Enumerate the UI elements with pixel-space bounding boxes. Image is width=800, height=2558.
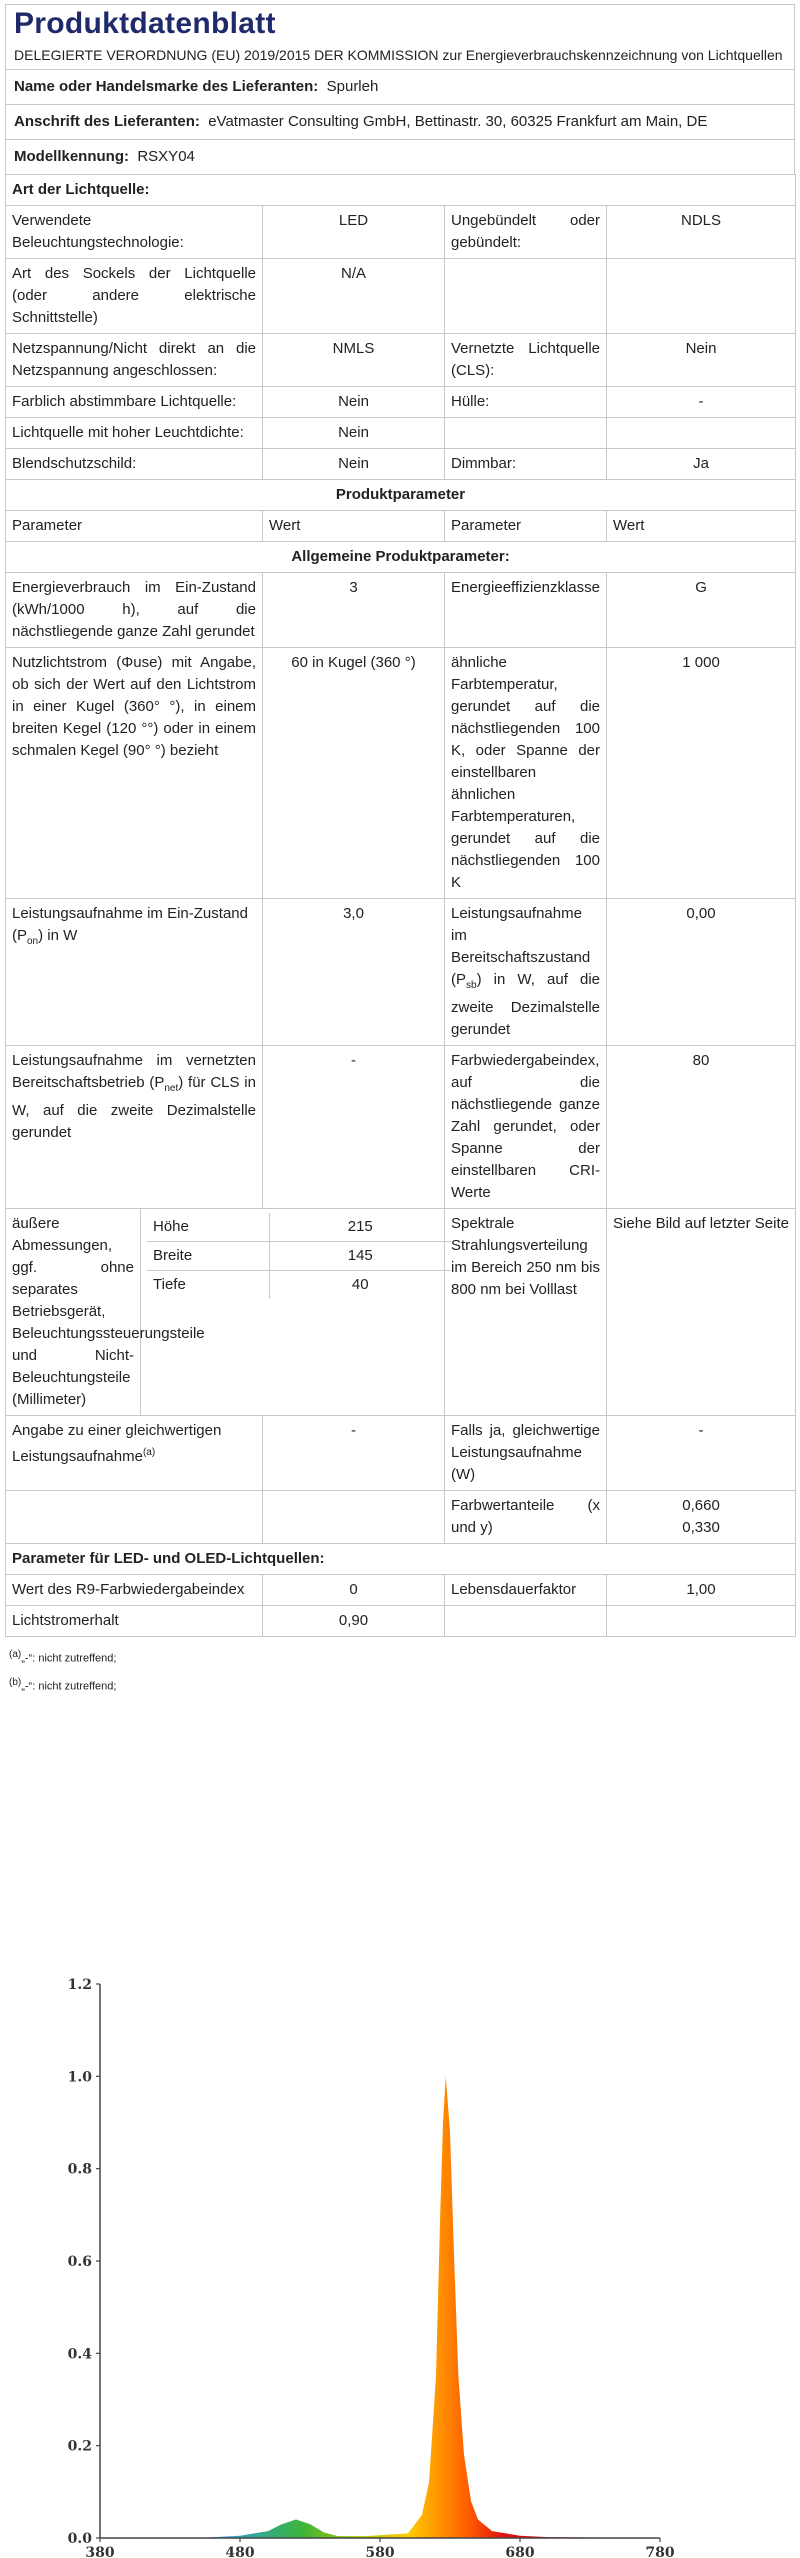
networked-standby-label: Leistungsaufnahme im vernetzten Bereitschaftsbetrieb $(P_{net})$ für CLS in W, auf die zweite Dezimalstelle gerundet: [6, 1046, 263, 1209]
light-source-heading: Art der Lichtquelle:: [6, 175, 796, 206]
supplier-address-label: Anschrift des Lieferanten:: [14, 113, 200, 130]
table-row: [6, 259, 796, 334]
column-header-parameter: Parameter: [6, 511, 263, 542]
column-header-parameter: Parameter: [445, 511, 607, 542]
mains-label: Netzspannung/Nicht direkt an die Netzspannung angeschlossen:: [6, 334, 263, 387]
table-row: [6, 206, 796, 259]
energy-class-label: Energieeffizienzklasse: [445, 573, 607, 648]
empty-cell: [607, 1606, 796, 1637]
energy-class-value: G: [607, 573, 796, 648]
networked-standby-value: -: [263, 1046, 445, 1209]
spectral-distribution-value: Siehe Bild auf letzter Seite: [607, 1209, 796, 1416]
width-label: Breite: [147, 1242, 269, 1271]
cls-label: Vernetzte Lichtquelle (CLS):: [445, 334, 607, 387]
header: [5, 4, 795, 69]
cct-value: 1 000: [607, 648, 796, 899]
technology-label: Verwendete Beleuchtungstechnologie:: [6, 206, 263, 259]
light-source-heading-row: [6, 175, 796, 206]
general-params-heading-row: [6, 542, 796, 573]
supplier-address-value: eVatmaster Consulting GmbH, Bettinastr. 30, 60325 Frankfurt am Main, DE: [208, 113, 708, 130]
dimension-row: [147, 1213, 451, 1242]
lumen-maintenance-label: Lichtstromerhalt: [6, 1606, 263, 1637]
spectrum-chart: [0, 1960, 800, 2558]
survival-factor-label: Lebensdauerfaktor: [445, 1575, 607, 1606]
supplier-name-label: Name oder Handelsmarke des Lieferanten:: [14, 78, 319, 95]
model-label: Modellkennung:: [14, 148, 129, 165]
product-params-heading-row: [6, 480, 796, 511]
empty-cell: [445, 259, 607, 334]
depth-value: 40: [269, 1271, 451, 1300]
table-row: [6, 334, 796, 387]
table-row: [6, 648, 796, 899]
table-row: [6, 449, 796, 480]
glare-shield-value: Nein: [263, 449, 445, 480]
equivalent-power-value: -: [263, 1416, 445, 1491]
y-tick-label: 0.8: [67, 2161, 92, 2178]
dimmable-label: Dimmbar:: [445, 449, 607, 480]
table-row: [6, 387, 796, 418]
spectrum-curve: [100, 2076, 660, 2538]
dimensions-table: [147, 1213, 451, 1299]
x-tick-label: 580: [365, 2545, 395, 2558]
technology-value: LED: [263, 206, 445, 259]
spectral-distribution-label: Spektrale Strahlungsverteilung im Bereich 250 nm bis 800 nm bei Volllast: [445, 1209, 607, 1416]
product-params-heading: Produktparameter: [6, 480, 796, 511]
lumen-maintenance-value: 0,90: [263, 1606, 445, 1637]
footnote: $^{(a)}$„-“: nicht zutreffend;: [9, 1649, 117, 1665]
standby-power-value: 0,00: [607, 899, 796, 1046]
standby-power-label: Leistungsaufnahme im Bereitschaftszustand $(P_{sb})$ in W, auf die zweite Dezimalstelle gerundet: [445, 899, 607, 1046]
height-label: Höhe: [147, 1213, 269, 1242]
table-row: [6, 1606, 796, 1637]
y-tick-label: 0.6: [67, 2254, 92, 2270]
chromaticity-label: Farbwertanteile (x und y): [445, 1491, 607, 1544]
chromaticity-y: 0,330: [682, 1519, 720, 1536]
product-data-sheet: [5, 4, 795, 1698]
table-row: [6, 1575, 796, 1606]
table-row: [6, 1209, 796, 1416]
empty-cell: [445, 1606, 607, 1637]
r9-label: Wert des R9-Farbwiedergabeindex: [6, 1575, 263, 1606]
cls-value: Nein: [607, 334, 796, 387]
high-luminance-label: Lichtquelle mit hoher Leuchtdichte:: [6, 418, 263, 449]
cct-label: ähnliche Farbtemperatur, gerundet auf die nächstliegenden 100 K, oder Spanne der einstellbaren ähnlichen Farbtemperaturen, gerundet auf die nächstliegenden 100 K: [445, 648, 607, 899]
led-params-heading-row: [6, 1544, 796, 1575]
table-row: [6, 1046, 796, 1209]
dimensions-cell: [141, 1209, 445, 1416]
equivalent-power-watts-value: -: [607, 1416, 796, 1491]
supplier-name-value: Spurleh: [326, 78, 379, 95]
high-luminance-value: Nein: [263, 418, 445, 449]
table-row: [6, 1416, 796, 1491]
y-tick-label: 1.0: [67, 2069, 92, 2086]
regulation-subtitle: DELEGIERTE VERORDNUNG (EU) 2019/2015 DER KOMMISSION zur Energieverbrauchskennzeichnung von Lichtquellen: [14, 47, 783, 63]
table-row: [6, 1491, 796, 1544]
directional-value: NDLS: [607, 206, 796, 259]
on-mode-power-label: Leistungsaufnahme im Ein-Zustand $(P_{on})$ in W: [6, 899, 263, 1046]
energy-consumption-label: Energieverbrauch im Ein-Zustand (kWh/1000 h), auf die nächstliegende ganze Zahl gerundet: [6, 573, 263, 648]
width-value: 145: [269, 1242, 451, 1271]
x-tick-label: 780: [645, 2545, 675, 2558]
supplier-name-row: [5, 69, 795, 104]
page-title: Produktdatenblatt: [14, 7, 276, 40]
directional-label: Ungebündelt oder gebündelt:: [445, 206, 607, 259]
cap-type-label: Art des Sockels der Lichtquelle (oder andere elektrische Schnittstelle): [6, 259, 263, 334]
column-header-value: Wert: [263, 511, 445, 542]
dimensions-label: äußere Abmessungen, ggf. ohne separates Betriebsgerät, Beleuchtungssteuerungsteile und Nicht-Beleuchtungsteile (Millimeter): [6, 1209, 141, 1416]
dimension-row: [147, 1271, 451, 1300]
model-row: [5, 139, 795, 174]
table-row: [6, 418, 796, 449]
footnotes: [5, 1643, 795, 1698]
empty-cell: [445, 418, 607, 449]
on-mode-power-value: 3,0: [263, 899, 445, 1046]
empty-cell: [607, 418, 796, 449]
y-tick-label: 0.2: [67, 2438, 92, 2455]
general-params-heading: Allgemeine Produktparameter:: [6, 542, 796, 573]
column-header-row: [6, 511, 796, 542]
luminous-flux-value: 60 in Kugel (360 °): [263, 648, 445, 899]
mains-value: NMLS: [263, 334, 445, 387]
luminous-flux-label: Nutzlichtstrom (Φuse) mit Angabe, ob sich der Wert auf den Lichtstrom in einer Kugel (360° °), in einem breiten Kegel (120 °°) oder in einem schmalen Kegel (90° °) bezieht: [6, 648, 263, 899]
tunable-label: Farblich abstimmbare Lichtquelle:: [6, 387, 263, 418]
empty-cell: [6, 1491, 263, 1544]
equivalent-power-watts-label: Falls ja, gleichwertige Leistungsaufnahme (W): [445, 1416, 607, 1491]
table-row: [6, 573, 796, 648]
envelope-value: -: [607, 387, 796, 418]
equivalent-power-label: Angabe zu einer gleichwertigen Leistungsaufnahme$^{(a)}$: [6, 1416, 263, 1491]
empty-cell: [263, 1491, 445, 1544]
dimension-row: [147, 1242, 451, 1271]
y-tick-label: 1.2: [67, 1977, 92, 1993]
led-params-heading: Parameter für LED- und OLED-Lichtquellen:: [6, 1544, 796, 1575]
y-tick-label: 0.4: [67, 2346, 92, 2363]
empty-cell: [607, 259, 796, 334]
model-value: RSXY04: [137, 148, 195, 165]
tunable-value: Nein: [263, 387, 445, 418]
cri-value: 80: [607, 1046, 796, 1209]
column-header-value: Wert: [607, 511, 796, 542]
depth-label: Tiefe: [153, 1276, 186, 1293]
x-tick-label: 480: [225, 2545, 255, 2558]
glare-shield-label: Blendschutzschild:: [6, 449, 263, 480]
footnote: $^{(b)}$„-“: nicht zutreffend;: [9, 1676, 117, 1693]
data-table: [5, 174, 796, 1637]
survival-factor-value: 1,00: [607, 1575, 796, 1606]
spectrum-chart-svg: [0, 1960, 800, 2558]
x-tick-label: 380: [85, 2545, 115, 2558]
chromaticity-x: 0,660: [682, 1497, 720, 1514]
chromaticity-value: [607, 1491, 796, 1544]
energy-consumption-value: 3: [263, 573, 445, 648]
supplier-address-row: [5, 104, 795, 139]
cri-label: Farbwiedergabeindex, auf die nächstliegende ganze Zahl gerundet, oder Spanne der einstellbaren CRI-Werte: [445, 1046, 607, 1209]
cap-type-value: N/A: [263, 259, 445, 334]
height-value: 215: [269, 1213, 451, 1242]
y-tick-label: 0.0: [67, 2531, 92, 2547]
r9-value: 0: [263, 1575, 445, 1606]
envelope-label: Hülle:: [445, 387, 607, 418]
x-tick-label: 680: [505, 2545, 535, 2558]
table-row: [6, 899, 796, 1046]
dimmable-value: Ja: [607, 449, 796, 480]
